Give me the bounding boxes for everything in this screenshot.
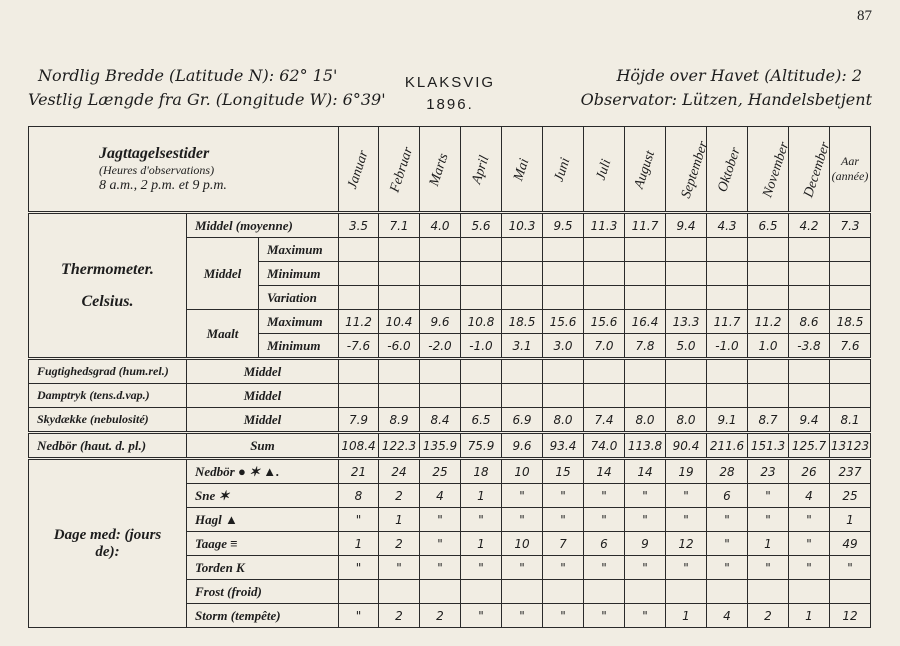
cell: " xyxy=(584,484,625,508)
month-header: November xyxy=(748,127,789,213)
middel-label: Middel xyxy=(187,359,339,384)
cell: -1.0 xyxy=(707,334,748,359)
cell: " xyxy=(502,484,543,508)
month-header: Januar xyxy=(339,127,379,213)
cell: " xyxy=(339,556,379,580)
cell: 8.6 xyxy=(789,310,830,334)
nedbor-label: Nedbör (haut. d. pl.) xyxy=(29,433,187,459)
dage-frost-label: Frost (froid) xyxy=(187,580,339,604)
cell: " xyxy=(666,484,707,508)
cell: " xyxy=(789,532,830,556)
longitude-label: Vestlig Længde fra Gr. (Longitude W): 6°39' xyxy=(28,90,386,109)
cell: " xyxy=(789,508,830,532)
cell: 75.9 xyxy=(461,433,502,459)
cell: 13.3 xyxy=(666,310,707,334)
observation-table xyxy=(28,126,871,628)
cell: 8.9 xyxy=(379,408,420,433)
dage-nedbor-label: Nedbör ● ✶ ▲. xyxy=(187,459,339,484)
cell: 151.3 xyxy=(748,433,789,459)
cell: 8.1 xyxy=(830,408,871,433)
cell: " xyxy=(420,556,461,580)
cell: " xyxy=(543,508,584,532)
cell: 7.3 xyxy=(830,213,871,238)
cell: -1.0 xyxy=(461,334,502,359)
cell: " xyxy=(502,556,543,580)
month-header: April xyxy=(461,127,502,213)
minimum-label: Minimum xyxy=(259,262,339,286)
cell: 135.9 xyxy=(420,433,461,459)
altitude-label: Höjde over Havet (Altitude): 2 xyxy=(616,66,862,85)
cell: " xyxy=(461,604,502,628)
month-header: September xyxy=(666,127,707,213)
month-header: Februar xyxy=(379,127,420,213)
month-header: Mai xyxy=(502,127,543,213)
cell: 1 xyxy=(748,532,789,556)
fugtighed-label: Fugtighedsgrad (hum.rel.) xyxy=(29,359,187,384)
cell: " xyxy=(625,484,666,508)
cell: 6 xyxy=(584,532,625,556)
cell: " xyxy=(748,556,789,580)
cell: 8.4 xyxy=(420,408,461,433)
cell: " xyxy=(707,532,748,556)
cell: 18.5 xyxy=(502,310,543,334)
cell: 11.2 xyxy=(748,310,789,334)
skydaekke-label: Skydække (nebulosité) xyxy=(29,408,187,433)
cell: " xyxy=(625,508,666,532)
month-header: Marts xyxy=(420,127,461,213)
month-header: August xyxy=(625,127,666,213)
cell: " xyxy=(707,508,748,532)
cell: " xyxy=(666,556,707,580)
cell: 9.1 xyxy=(707,408,748,433)
cell: 5.0 xyxy=(666,334,707,359)
cell: " xyxy=(584,556,625,580)
row-middel-moyenne xyxy=(29,213,871,238)
row-damptryk xyxy=(29,384,871,408)
maximum-label: Maximum xyxy=(259,310,339,334)
cell: 4 xyxy=(789,484,830,508)
station-name: KLAKSVIG xyxy=(404,74,496,91)
cell: 14 xyxy=(584,459,625,484)
cell: 6 xyxy=(707,484,748,508)
cell: " xyxy=(420,508,461,532)
cell: 49 xyxy=(830,532,871,556)
cell: 19 xyxy=(666,459,707,484)
cell: 113.8 xyxy=(625,433,666,459)
cell: 108.4 xyxy=(339,433,379,459)
cell: 4.2 xyxy=(789,213,830,238)
cell: " xyxy=(707,556,748,580)
cell: 12 xyxy=(666,532,707,556)
cell: " xyxy=(830,556,871,580)
cell: 7.4 xyxy=(584,408,625,433)
observer-label: Observator: Lützen, Handelsbetjent xyxy=(580,90,872,109)
month-header: Oktober xyxy=(707,127,748,213)
middel-label: Middel xyxy=(187,238,259,310)
variation-label: Variation xyxy=(259,286,339,310)
cell: 4 xyxy=(707,604,748,628)
cell: 93.4 xyxy=(543,433,584,459)
cell: 8 xyxy=(339,484,379,508)
row-dage-nedbor xyxy=(29,459,871,484)
cell: 9 xyxy=(625,532,666,556)
cell: 10.8 xyxy=(461,310,502,334)
cell: 24 xyxy=(379,459,420,484)
cell: 3.5 xyxy=(339,213,379,238)
dage-med-label: Dage med: (jours de): xyxy=(29,459,187,628)
cell: 18 xyxy=(461,459,502,484)
cell: 18.5 xyxy=(830,310,871,334)
dage-torden-label: Torden K xyxy=(187,556,339,580)
cell: 3.1 xyxy=(502,334,543,359)
cell: " xyxy=(584,508,625,532)
latitude-label: Nordlig Bredde (Latitude N): 62° 15' xyxy=(38,66,338,85)
dage-hagl-label: Hagl ▲ xyxy=(187,508,339,532)
cell: -3.8 xyxy=(789,334,830,359)
cell: 28 xyxy=(707,459,748,484)
cell: " xyxy=(461,508,502,532)
maximum-label: Maximum xyxy=(259,238,339,262)
cell: 1 xyxy=(666,604,707,628)
cell: 1 xyxy=(830,508,871,532)
cell: 9.5 xyxy=(543,213,584,238)
cell: 15.6 xyxy=(543,310,584,334)
cell: 12 xyxy=(830,604,871,628)
cell: 1 xyxy=(339,532,379,556)
cell: 10.4 xyxy=(379,310,420,334)
cell: " xyxy=(666,508,707,532)
damptryk-label: Damptryk (tens.d.vap.) xyxy=(29,384,187,408)
cell: 11.7 xyxy=(625,213,666,238)
observation-times-hours: 8 a.m., 2 p.m. et 9 p.m. xyxy=(99,177,227,193)
cell: 3.0 xyxy=(543,334,584,359)
observation-times-title: Jagttagelsestider xyxy=(99,144,210,162)
cell: 9.6 xyxy=(420,310,461,334)
cell: " xyxy=(748,508,789,532)
cell: 6.5 xyxy=(461,408,502,433)
cell: 8.0 xyxy=(543,408,584,433)
cell: 7.9 xyxy=(339,408,379,433)
cell: 5.6 xyxy=(461,213,502,238)
cell: 16.4 xyxy=(625,310,666,334)
cell: -6.0 xyxy=(379,334,420,359)
cell: 7.1 xyxy=(379,213,420,238)
year: 1896. xyxy=(426,96,474,113)
dage-sne-label: Sne ✶ xyxy=(187,484,339,508)
cell: " xyxy=(625,556,666,580)
cell: 11.2 xyxy=(339,310,379,334)
cell: 7.0 xyxy=(584,334,625,359)
cell: 1 xyxy=(789,604,830,628)
cell: 23 xyxy=(748,459,789,484)
cell: 2 xyxy=(379,532,420,556)
cell: 4.0 xyxy=(420,213,461,238)
cell: " xyxy=(502,604,543,628)
month-header: Juni xyxy=(543,127,584,213)
cell: 10 xyxy=(502,459,543,484)
cell: " xyxy=(379,556,420,580)
page-number: 87 xyxy=(857,8,872,24)
month-header: Juli xyxy=(584,127,625,213)
cell: 25 xyxy=(420,459,461,484)
cell: " xyxy=(543,484,584,508)
cell: 1 xyxy=(379,508,420,532)
cell: 10.3 xyxy=(502,213,543,238)
cell: " xyxy=(543,556,584,580)
month-header: Aar (année) xyxy=(830,127,871,213)
cell: " xyxy=(461,556,502,580)
observation-times-subtitle: (Heures d'observations) xyxy=(99,162,215,177)
cell: " xyxy=(789,556,830,580)
cell: 1 xyxy=(461,532,502,556)
cell: 7.8 xyxy=(625,334,666,359)
cell: 21 xyxy=(339,459,379,484)
sum-label: Sum xyxy=(187,433,339,459)
cell: " xyxy=(543,604,584,628)
cell: " xyxy=(584,604,625,628)
cell: 13123 xyxy=(830,433,871,459)
cell: 14 xyxy=(625,459,666,484)
thermometer-label: Thermometer. Celsius. xyxy=(29,213,187,359)
middel-moyenne-label: Middel (moyenne) xyxy=(187,213,339,238)
cell: 9.4 xyxy=(666,213,707,238)
cell: 4 xyxy=(420,484,461,508)
cell: 6.5 xyxy=(748,213,789,238)
cell: " xyxy=(339,508,379,532)
cell: 2 xyxy=(379,484,420,508)
corner-cell xyxy=(29,127,339,213)
cell: 74.0 xyxy=(584,433,625,459)
dage-storm-label: Storm (tempête) xyxy=(187,604,339,628)
cell: 15 xyxy=(543,459,584,484)
cell: " xyxy=(420,532,461,556)
cell: 1.0 xyxy=(748,334,789,359)
cell: 7.6 xyxy=(830,334,871,359)
cell: 25 xyxy=(830,484,871,508)
cell: 1 xyxy=(461,484,502,508)
cell: 6.9 xyxy=(502,408,543,433)
cell: 9.6 xyxy=(502,433,543,459)
row-nedbor xyxy=(29,433,871,459)
minimum-label: Minimum xyxy=(259,334,339,359)
month-header: December xyxy=(789,127,830,213)
cell: 4.3 xyxy=(707,213,748,238)
maalt-label: Maalt xyxy=(187,310,259,359)
cell: 2 xyxy=(379,604,420,628)
row-skydaekke xyxy=(29,408,871,433)
cell: 9.4 xyxy=(789,408,830,433)
cell: 11.7 xyxy=(707,310,748,334)
middel-label: Middel xyxy=(187,384,339,408)
middel-label: Middel xyxy=(187,408,339,433)
cell: 15.6 xyxy=(584,310,625,334)
cell: 2 xyxy=(748,604,789,628)
cell: 8.0 xyxy=(666,408,707,433)
cell: " xyxy=(502,508,543,532)
cell: 8.7 xyxy=(748,408,789,433)
cell: 7 xyxy=(543,532,584,556)
cell: 122.3 xyxy=(379,433,420,459)
row-fugtighed xyxy=(29,359,871,384)
cell: 8.0 xyxy=(625,408,666,433)
cell: 26 xyxy=(789,459,830,484)
cell: -7.6 xyxy=(339,334,379,359)
dage-taage-label: Taage ≡ xyxy=(187,532,339,556)
cell: 2 xyxy=(420,604,461,628)
cell: 11.3 xyxy=(584,213,625,238)
cell: 237 xyxy=(830,459,871,484)
cell: " xyxy=(748,484,789,508)
cell: " xyxy=(625,604,666,628)
cell: 90.4 xyxy=(666,433,707,459)
cell: " xyxy=(339,604,379,628)
cell: 10 xyxy=(502,532,543,556)
cell: -2.0 xyxy=(420,334,461,359)
cell: 211.6 xyxy=(707,433,748,459)
cell: 125.7 xyxy=(789,433,830,459)
